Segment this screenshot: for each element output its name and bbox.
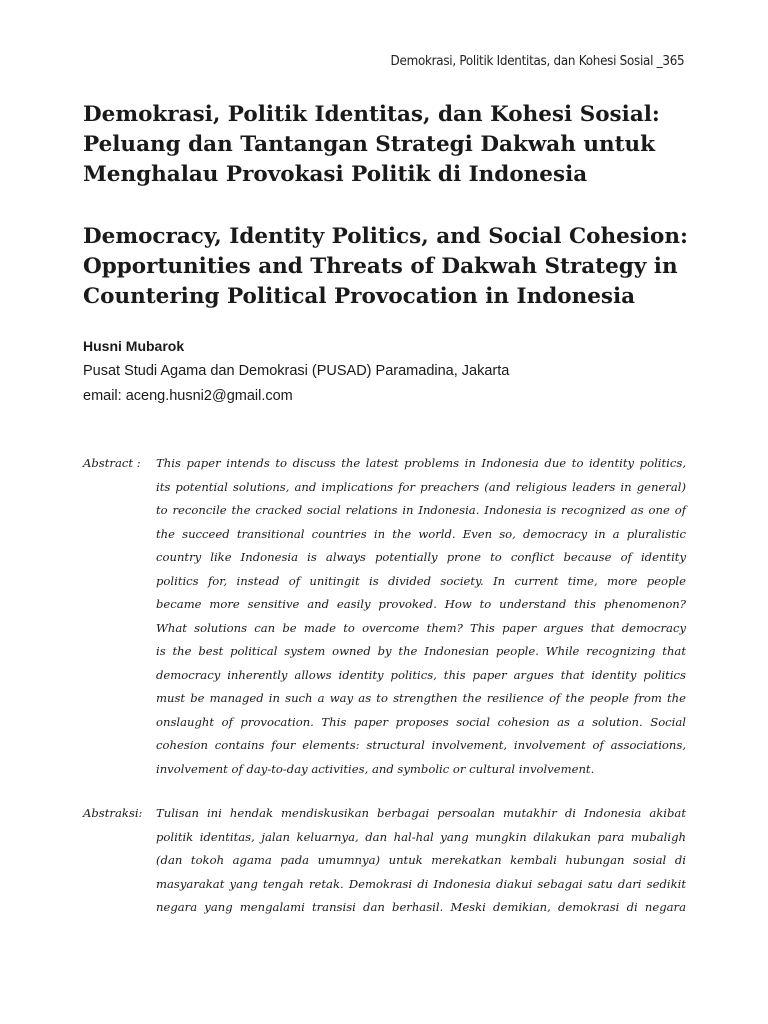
abstract-line: became more sensitive and easily provoked. How to understand this phenomenon? — [156, 597, 686, 611]
abstract-body — [156, 452, 686, 781]
abstraksi-line: politik identitas, jalan keluarnya, dan hal-hal yang mungkin dilakukan para mubaligh — [156, 829, 686, 844]
title-line: Countering Political Provocation in Indonesia — [83, 284, 636, 309]
abstract-line: the succeed transitional countries in the world. Even so, democracy in a pluralistic — [156, 526, 686, 541]
abstract-line: What solutions can be made to overcome them? This paper argues that democracy — [156, 620, 686, 635]
abstract-line: to reconcile the cracked social relations in Indonesia. Indonesia is recognized as one of — [156, 503, 686, 517]
abstract-line: is the best political system owned by the Indonesian people. While recognizing that — [156, 644, 686, 658]
abstract-line: country like Indonesia is always potentially prone to conflict because of identity — [156, 550, 686, 564]
abstract-line: involvement of day-to-day activities, and symbolic or cultural involvement. — [156, 761, 595, 776]
abstraksi-line: masyarakat yang tengah retak. Demokrasi di Indonesia diakui sebagai satu dari sedikit — [156, 876, 686, 891]
title-line: Menghalau Provokasi Politik di Indonesia — [83, 162, 588, 187]
abstract-line: cohesion contains four elements: structural involvement, involvement of associations, — [156, 738, 686, 752]
abstract-line: politics for, instead of unitingit is divided society. In current time, more people — [156, 573, 686, 588]
abstract-line: onslaught of provocation. This paper proposes social cohesion as a solution. Social — [156, 714, 686, 729]
title-line: Demokrasi, Politik Identitas, dan Kohesi Sosial: — [83, 102, 660, 127]
abstraksi-body — [156, 802, 686, 920]
abstraksi-line: Tulisan ini hendak mendiskusikan berbagai persoalan mutakhir di Indonesia akibat — [156, 806, 686, 820]
author-name: Husni Mubarok — [83, 338, 185, 354]
title-line: Democracy, Identity Politics, and Social Cohesion: — [83, 224, 688, 249]
author-affiliation: Pusat Studi Agama dan Demokrasi (PUSAD) Paramadina, Jakarta — [83, 363, 510, 379]
abstract-line: This paper intends to discuss the latest problems in Indonesia due to identity politics, — [156, 456, 686, 470]
abstract-line: must be managed in such a way as to strengthen the resilience of the people from the — [156, 691, 686, 705]
title-line: Peluang dan Tantangan Strategi Dakwah untuk — [83, 132, 656, 157]
author-block — [83, 334, 509, 409]
author-email: email: aceng.husni2@gmail.com — [83, 388, 293, 404]
running-header: Demokrasi, Politik Identitas, dan Kohesi Sosial _365 — [390, 54, 684, 69]
abstraksi-label: Abstraksi: — [83, 806, 143, 820]
abstract-line: democracy inherently allows identity politics, this paper argues that identity politics — [156, 667, 686, 682]
abstract-label: Abstract : — [83, 456, 141, 470]
title-line: Opportunities and Threats of Dakwah Strategy in — [83, 254, 678, 279]
abstraksi-line: negara yang mengalami transisi dan berhasil. Meski demikian, demokrasi di negara — [156, 900, 686, 914]
abstraksi-line: (dan tokoh agama pada umumnya) untuk merekatkan kembali hubungan sosial di — [156, 853, 686, 867]
title-indonesian — [83, 100, 693, 190]
abstract-line: its potential solutions, and implications for preachers (and religious leaders in general) — [156, 479, 686, 494]
title-english — [83, 222, 693, 312]
